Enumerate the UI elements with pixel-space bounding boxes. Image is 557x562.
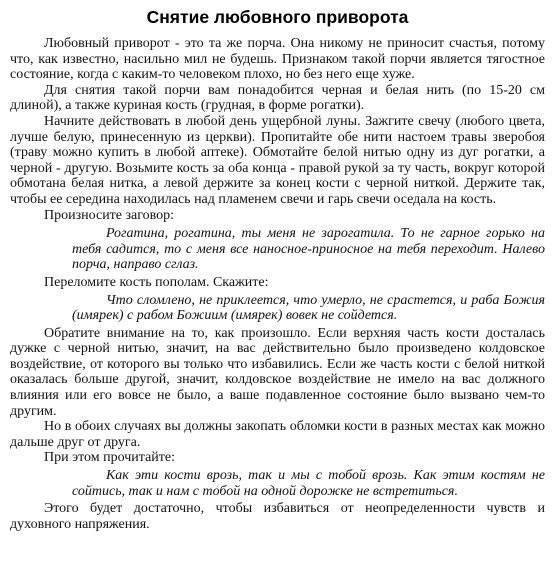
spell-verse-3: Как эти кости врозь, так и мы с тобой врозь. Как этим костям не сойтись, так и нам с тобой на одной дорожке не встретиться.: [72, 468, 545, 499]
paragraph-bury: Но в обоих случаях вы должны закопать обломки кости в разных местах как можно дальше друг от друга.: [10, 419, 545, 450]
spell-verse-2: Что сломлено, не приклеется, что умерло, не срастется, и раба Божия (имярек) с рабом Божиим (имярек) вовек не сойдется.: [72, 292, 545, 324]
paragraph-interpretation: Обратите внимание на то, как произошло. Если верхняя часть кости досталась дужке с черной нитью, значит, на вас действительно было произведено колдовское воздействие, от которого вы только что избавились. Если же часть кости с белой ниткой оказалась больше другой, значит, колдовское воздействие не имело на вас должного влияния или его вовсе не было, а ваше подавленное состояние было вызвано чем-то другим.: [10, 325, 545, 419]
paragraph-materials: Для снятия такой порчи вам понадобится черная и белая нить (по 15-20 см длиной), а также куриная кость (грудная, в форме рогатки).: [10, 82, 545, 114]
paragraph-read: При этом прочитайте:: [44, 450, 176, 466]
spell-verse-1: Рогатина, рогатина, ты меня не зарогатила. То не гарное горько на тебя садится, то с меня все наносное-приносное на тебя переходит. Налево порча, направо сглаз.: [72, 226, 545, 273]
paragraph-conclusion: Этого будет достаточно, чтобы избавиться от неопределенности чувств и духовного напряжения.: [10, 501, 545, 532]
paragraph-instructions: Начните действовать в любой день ущербной луны. Зажгите свечу (любого цвета, лучше белую, принесенную из церкви). Пропитайте обе нити настоем травы зверобоя (траву можно купить в любой аптеке). Обмотайте белой нитью одну из дуг рогатки, а черной - другую. Возьмите кость за оба конца - правой рукой за ту часть, вокруг которой обмотана белая нитка, а левой держите за конец кости с черной ниткой. Держите так, чтобы ее середина находилась над пламенем свечи и гарь свечи оседала на кость.: [10, 113, 545, 207]
page-title: Снятие любовного приворота: [146, 7, 409, 27]
paragraph-say-spell: Произносите заговор:: [44, 207, 175, 223]
document-page: [10, 6, 545, 532]
paragraph-break-bone: Переломите кость пополам. Скажите:: [44, 274, 269, 290]
paragraph-intro: Любовный приворот - это та же порча. Она никому не приносит счастья, потому что, как известно, насильно мил не будешь. Признаком такой порчи является тягостное состояние, когда с каким-то человеком плохо, но без него еще хуже.: [10, 36, 545, 83]
